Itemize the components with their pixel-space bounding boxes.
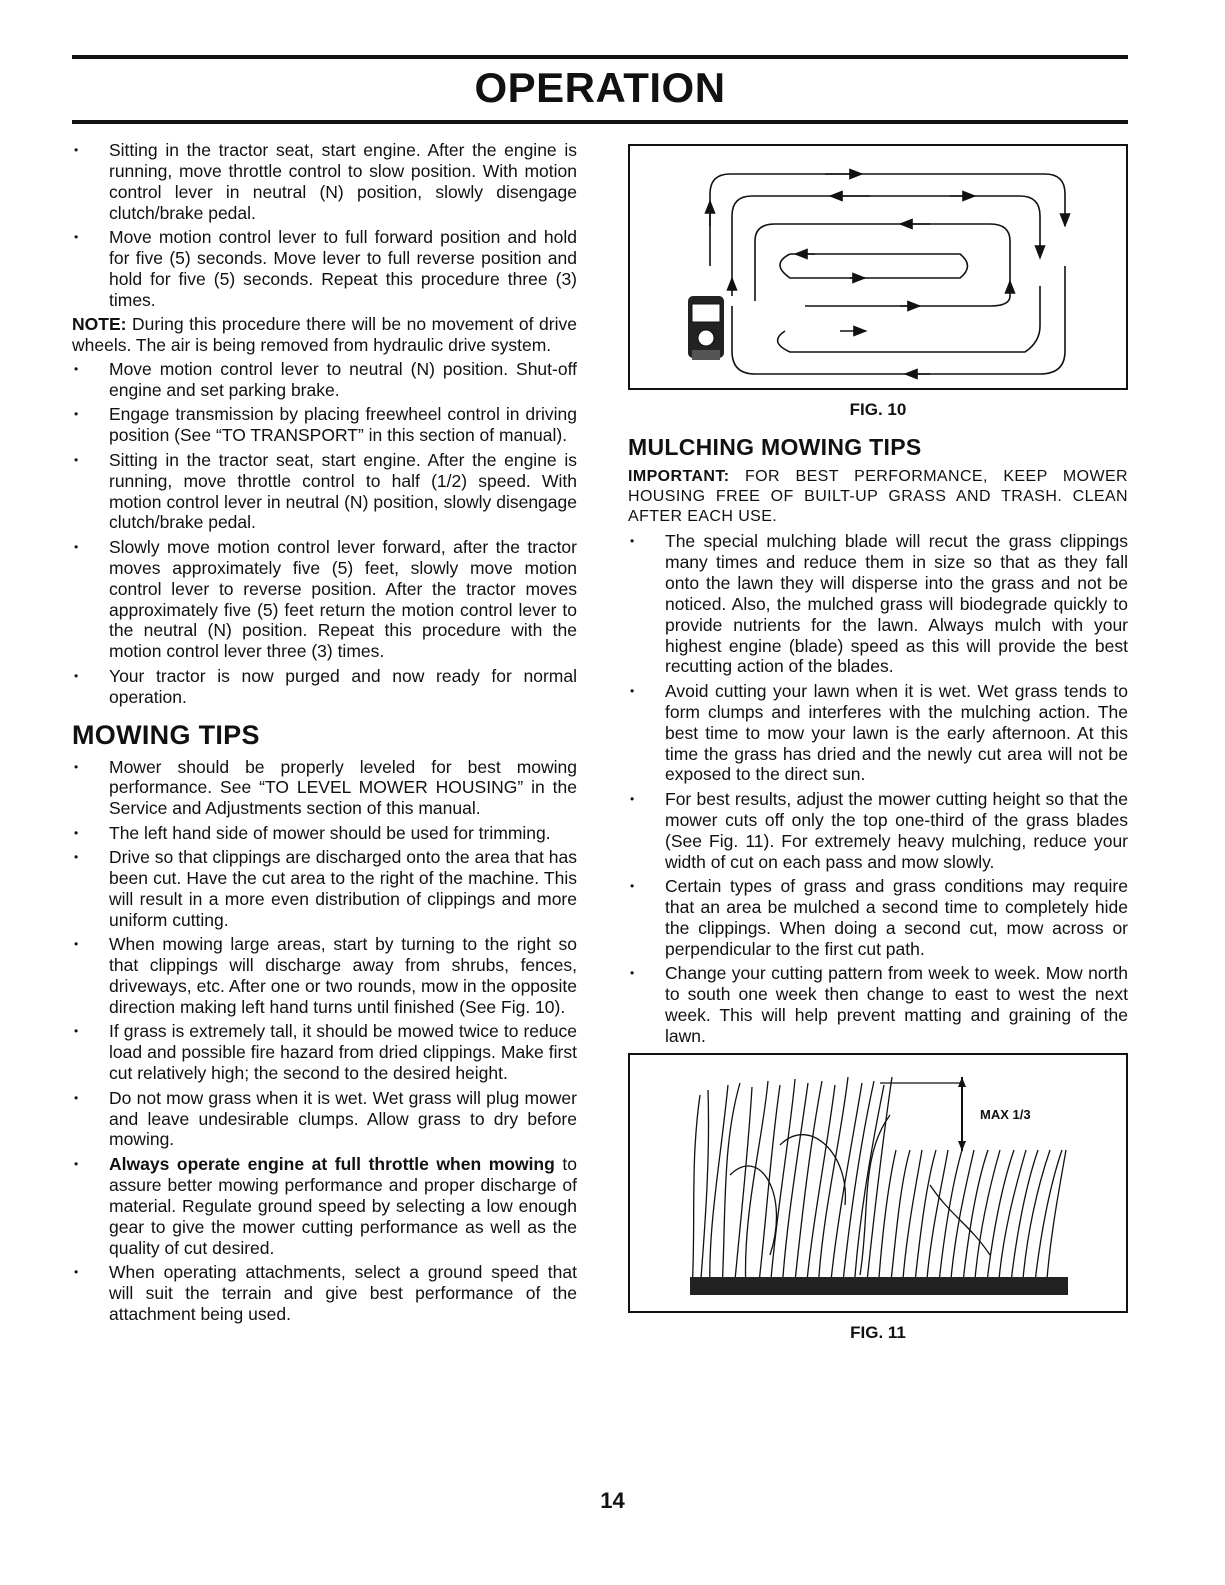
title-underline	[72, 120, 1128, 124]
list-item: • The special mulching blade will recut the grass clippings many times and reduce them in size so that as they fall onto the lawn they will disperse into the grass and not be noticed. Also, the mulched grass will biodegrade quickly to provide nutrients for the lawn. Always mulch with your highest engine (blade) speed as this will provide the best recutting action of the blades.	[628, 531, 1128, 677]
note-paragraph	[72, 314, 577, 356]
page-number: 14	[600, 1488, 625, 1513]
list-item: • When operating attachments, select a ground speed that will suit the terrain and give best performance of the attachment being used.	[72, 1262, 577, 1325]
grass-cut-height-illustration	[630, 1055, 1126, 1311]
list-item: • Sitting in the tractor seat, start engine. After the engine is running, move throttle control to half (1/2) speed. With motion control lever in neutral (N) position, slowly disengage clutch/brake pedal.	[72, 450, 577, 534]
list-item: • The left hand side of mower should be used for trimming.	[72, 823, 577, 844]
mulching-tips-list	[628, 531, 1128, 1047]
fig10-frame	[628, 144, 1128, 390]
important-notice	[628, 467, 1128, 527]
left-column	[72, 140, 577, 1328]
note-label: NOTE:	[72, 314, 127, 335]
top-rule	[72, 55, 1128, 59]
list-item: • Drive so that clippings are discharged onto the area that has been cut. Have the cut area to the right of the machine. This will result in a more even distribution of clippings and more uniform cutting.	[72, 847, 577, 931]
important-label: IMPORTANT:	[628, 468, 730, 485]
tractor-icon	[688, 296, 724, 360]
mowing-tips-heading: MOWING TIPS	[72, 719, 260, 750]
page-title: OPERATION	[474, 64, 726, 111]
max-arrow-top	[958, 1077, 966, 1087]
max-arrow-bottom	[958, 1141, 966, 1151]
list-item: • Mower should be properly leveled for best mowing performance. See “TO LEVEL MOWER HOUSING” in the Service and Adjustments section of this manual.	[72, 757, 577, 820]
fig11-frame	[628, 1053, 1128, 1313]
list-item: • For best results, adjust the mower cutting height so that the mower cuts off only the top one-third of the grass blades (See Fig. 11). For extremely heavy mulching, reduce your width of cut on each pass and mow slowly.	[628, 789, 1128, 873]
list-item: • Slowly move motion control lever forward, after the tractor moves approximately five (5) feet, slowly move motion control lever to reverse position. After the tractor moves approximately five (5) feet return the motion control lever to the neutral (N) position. Repeat this procedure with the motion control lever three (3) times.	[72, 537, 577, 662]
mowing-tips-list	[72, 757, 577, 1325]
max-cut-label: MAX 1/3	[980, 1106, 1031, 1122]
list-item: • Certain types of grass and grass conditions may require that an area be mulched a second time to completely hide the clippings. When doing a second cut, mow across or perpendicular to the first cut path.	[628, 876, 1128, 960]
list-item: • Sitting in the tractor seat, start engine. After the engine is running, move throttle control to slow position. With motion control lever in neutral (N) position, slowly disengage clutch/brake pedal.	[72, 140, 577, 224]
list-item: • Change your cutting pattern from week to week. Mow north to south one week then change to east to west the next week. This will help prevent matting and graining of the lawn.	[628, 963, 1128, 1047]
fig10-caption: FIG. 10	[849, 400, 907, 419]
list-item: • Avoid cutting your lawn when it is wet. Wet grass tends to form clumps and interferes with the mulching action. The best time to mow your lawn is the early afternoon. At this time the grass has dried and the newly cut area will not be exposed to the direct sun.	[628, 681, 1128, 786]
right-column	[628, 140, 1128, 1343]
list-item: • If grass is extremely tall, it should be mowed twice to reduce load and possible fire hazard from dried clippings. Make first cut relatively high; the second to the desired height.	[72, 1021, 577, 1084]
list-item	[72, 1154, 577, 1259]
purge-bullet-list	[72, 359, 577, 708]
list-item: • When mowing large areas, start by turning to the right so that clippings will discharge away from shrubs, fences, driveways, etc. After one or two rounds, mow in the opposite direction making left hand turns until finished (See Fig. 10).	[72, 934, 577, 1018]
cut-ground-band	[690, 1277, 1068, 1295]
mulching-heading: MULCHING MOWING TIPS	[628, 434, 922, 460]
list-item: • Engage transmission by placing freewheel control in driving position (See “TO TRANSPORT” in this section of manual).	[72, 404, 577, 446]
intro-bullet-list	[72, 140, 577, 311]
list-item: • Move motion control lever to full forward position and hold for five (5) seconds. Move lever to full reverse position and hold for five (5) seconds. Repeat this procedure three (3) times.	[72, 227, 577, 311]
fig11-caption: FIG. 11	[850, 1322, 906, 1342]
instruction-rest: to assure better mowing performance and proper discharge of material. Regulate ground speed by selecting a low enough gear to give the mower cutting performance as well as the quality of cut desired.	[109, 1153, 577, 1258]
important-text: FOR BEST PERFORMANCE, KEEP MOWER HOUSING FREE OF BUILT-UP GRASS AND TRASH. CLEAN AFTER EACH USE.	[628, 468, 1128, 525]
bold-instruction: Always operate engine at full throttle when mowing	[109, 1153, 555, 1174]
list-item: • Your tractor is now purged and now ready for normal operation.	[72, 666, 577, 708]
note-text: During this procedure there will be no movement of drive wheels. The air is being removed from hydraulic drive system.	[72, 314, 577, 356]
mowing-pattern-diagram	[630, 146, 1126, 388]
list-item: • Do not mow grass when it is wet. Wet grass will plug mower and leave undesirable clumps. Allow grass to dry before mowing.	[72, 1088, 577, 1151]
list-item: • Move motion control lever to neutral (N) position. Shut-off engine and set parking brake.	[72, 359, 577, 401]
